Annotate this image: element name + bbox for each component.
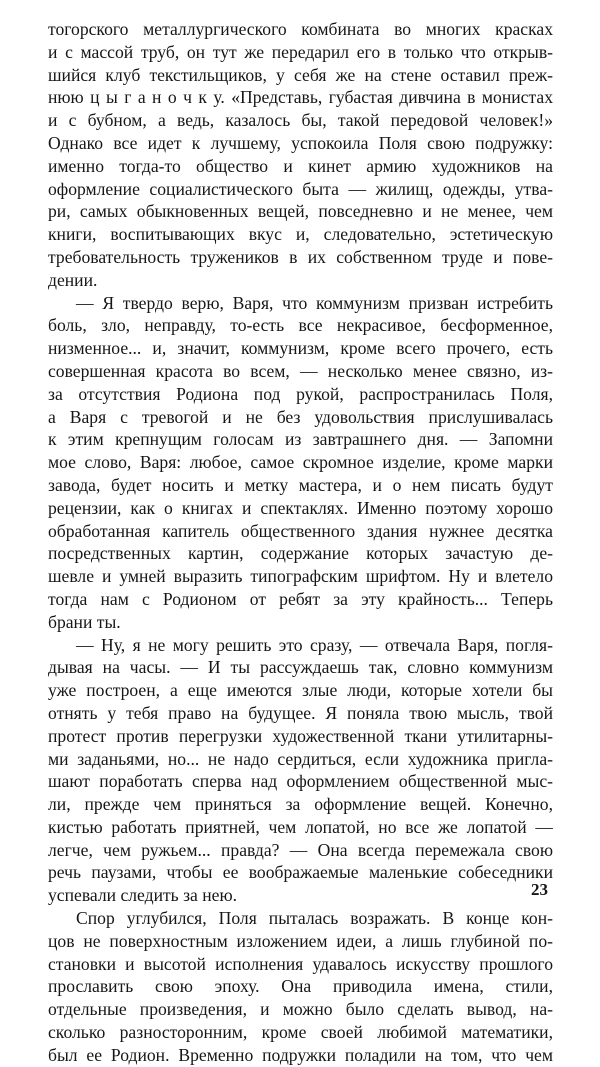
text-line: нюю ц ы г а н о ч к у. «Представь, губастая дивчина в монистах: [48, 87, 553, 108]
text-line: боль, зло, неправду, то-есть все некрасивое, бесформенное,: [48, 315, 553, 336]
text-line: отнять у тебя право на будущее. Я поняла твою мысль, твой: [48, 702, 553, 723]
text-line: а Варя с тревогой и не без удовольствия прислушивалась: [48, 406, 553, 427]
text-line: рецензии, как о книгах и спектаклях. Именно поэтому хорошо: [48, 497, 553, 518]
text-line: завода, будет носить и метку мастера, и о нем писать будут: [48, 474, 553, 495]
text-line: совершенная красота во всем, — несколько менее связно, из-: [48, 360, 553, 381]
text-line: успевали следить за нею.: [48, 885, 238, 906]
text-line: за отсутствия Родиона под рукой, распространилась Поля,: [48, 383, 553, 404]
text-line: протест против перегрузки художественной ткани утилитарны-: [48, 725, 553, 746]
text-line: прославить свою эпоху. Она приводила имена, стили,: [48, 976, 553, 997]
text-line: кистью работать приятней, чем лопатой, но все же лопатой —: [48, 816, 553, 837]
text-line: дении.: [48, 269, 98, 290]
text-line: требовательность тружеников в их собственном труде и пове-: [48, 246, 553, 267]
text-line: тогорского металлургического комбината во многих красках: [48, 19, 553, 39]
text-line: книги, воспитывающих вкус и, следовательно, эстетическую: [48, 224, 553, 245]
text-line: посредственных картин, содержание которых зачастую де-: [48, 543, 553, 564]
text-line: и с бубном, а ведь, казалось бы, такой передовой человек!»: [48, 110, 553, 131]
text-line: Однако все идет к лучшему, успокоила Поля свою подружку:: [48, 132, 553, 153]
text-line: речь паузами, чтобы ее воображаемые маленькие собеседники: [48, 862, 553, 883]
text-line: ми заданьями, но... не надо сердиться, если художника пригла-: [48, 748, 553, 769]
text-line: шийся клуб текстильщиков, у себя же на стене оставил преж-: [48, 64, 553, 85]
text-line: низменное... и, значит, коммунизм, кроме всего прочего, есть: [48, 338, 553, 359]
text-line: тогда нам с Родионом от ребят за эту крайность... Теперь: [48, 588, 553, 609]
text-line: к этим крепнущим голосам из завтрашнего дня. — Запомни: [48, 429, 553, 450]
text-line: — Ну, я не могу решить это сразу, — отвечала Варя, погля-: [76, 634, 553, 655]
page-number: 23: [531, 880, 548, 899]
text-line: уже построен, а еще имеются злые люди, которые хотели бы: [48, 680, 553, 701]
text-line: цов не поверхностным изложением идеи, а лишь глубиной по-: [48, 930, 553, 951]
body-text: [48, 18, 553, 1067]
text-line: ли, прежде чем приняться за оформление вещей. Конечно,: [48, 794, 553, 815]
text-line: отдельные произведения, и можно было сделать вывод, на-: [48, 999, 553, 1020]
text-line: оформление социалистического быта — жилищ, одежды, утва-: [48, 178, 553, 199]
text-line: ри, самых обыкновенных вещей, повседневно и не менее, чем: [48, 201, 553, 222]
text-line: был ее Родион. Временно подружки поладили на том, что чем: [48, 1044, 553, 1065]
text-line: становки и высотой исполнения удавалось искусству прошлого: [48, 953, 553, 974]
text-line: сколько разносторонним, кроме своей любимой математики,: [48, 1022, 553, 1043]
text-line: легче, чем ружьем... правда? — Она всегда перемежала свою: [48, 839, 553, 860]
text-line: Спор углубился, Поля пыталась возражать. В конце кон-: [76, 908, 553, 929]
text-line: мое слово, Варя: любое, самое скромное изделие, кроме марки: [48, 452, 553, 473]
text-line: дывая на часы. — И ты рассуждаешь так, словно коммунизм: [48, 657, 553, 678]
text-line: шают поработать сперва над оформлением общественной мыс-: [48, 771, 553, 792]
text-line: и с массой труб, он тут же передарил его в только что открыв-: [48, 41, 553, 62]
text-line: — Я твердо верю, Варя, что коммунизм призван истребить: [76, 292, 553, 313]
text-line: брани ты.: [48, 611, 121, 632]
text-line: именно тогда-то общество и кинет армию художников на: [48, 155, 553, 176]
text-line: шевле и умней выразить типографским шрифтом. Ну и влетело: [48, 566, 553, 587]
text-line: обработанная капитель общественного здания нужнее десятка: [48, 520, 553, 541]
